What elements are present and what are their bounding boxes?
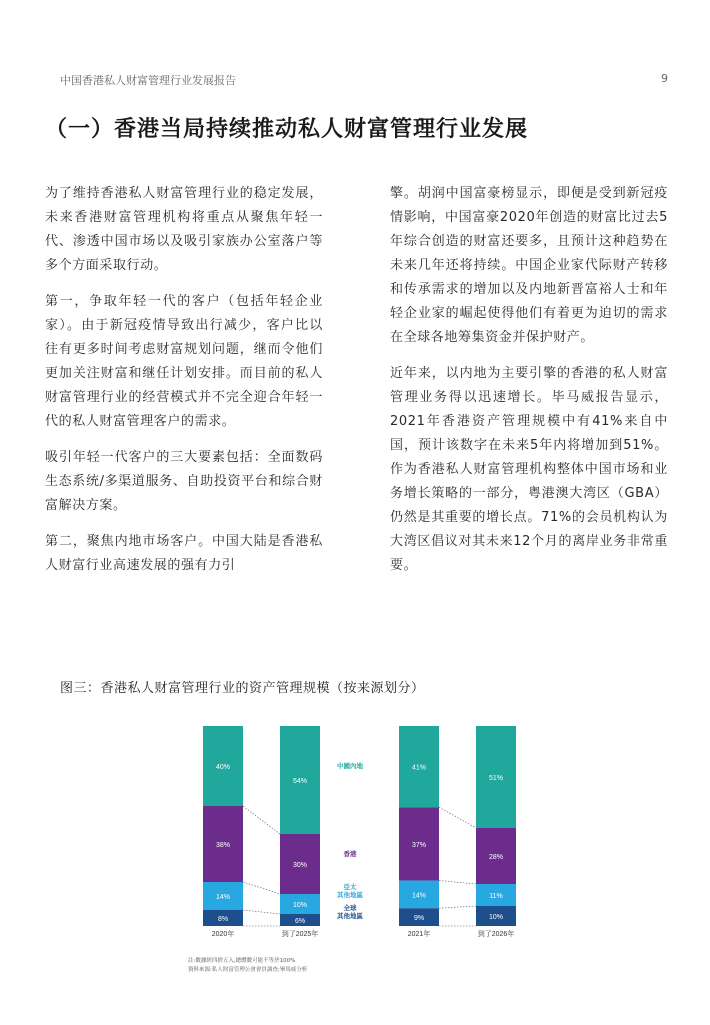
legend-label-apac: 亞太	[343, 884, 357, 891]
legend-label-global: 全球	[343, 905, 357, 912]
dashed-connector	[243, 910, 280, 914]
dashed-connector	[439, 880, 476, 884]
data-label: 10%	[488, 914, 504, 921]
category-label: 到了2025年	[281, 931, 319, 938]
paragraph: 擎。胡润中国富豪榜显示，即便是受到新冠疫情影响，中国富豪2020年创造的财富比过去5年综合创造的财富还要多，且预计这种趋势在未来几年还将持续。中国企业家代际财产转移和传承需求的增加以及内地新晋富裕人士和年轻企业家的崛起使得他们有着更为迫切的需求在全球各地筹集资金并保护财产。	[390, 186, 668, 345]
data-label: 41%	[411, 764, 427, 772]
data-label: 10%	[292, 902, 308, 909]
data-label: 6%	[294, 918, 306, 925]
data-label: 38%	[215, 842, 231, 849]
data-label: 28%	[488, 854, 504, 861]
paragraph: 第二，聚焦内地市场客户。中国大陆是香港私人财富行业高速发展的强有力引	[45, 534, 323, 573]
category-label: 2020年	[211, 931, 235, 938]
data-label: 40%	[215, 764, 231, 771]
legend-label-hongkong: 香港	[343, 851, 357, 858]
legend-label-mainland: 中國內地	[337, 763, 363, 770]
data-label: 51%	[488, 775, 504, 782]
figure-title: 图三：香港私人财富管理行业的资产管理规模（按来源划分）	[60, 681, 425, 696]
right-text-column	[390, 182, 668, 590]
legend-label-apac: 其他地區	[337, 892, 363, 899]
page-number: 9	[661, 72, 668, 85]
data-label: 9%	[413, 915, 425, 923]
data-label: 14%	[215, 894, 231, 901]
data-label: 8%	[217, 916, 229, 923]
data-label: 37%	[411, 841, 427, 849]
paragraph: 为了维持香港私人财富管理行业的稳定发展，未来香港财富管理机构将重点从聚焦年轻一代、渗透中国市场以及吸引家族办公室落户等多个方面采取行动。	[45, 186, 323, 273]
paragraph: 吸引年轻一代客户的三大要素包括：全面数码生态系统/多渠道服务、自助投资平台和综合财富解决方案。	[45, 450, 323, 513]
category-label: 到了2026年	[477, 931, 515, 938]
aum-by-source-chart	[0, 700, 710, 950]
paragraph: 近年来，以内地为主要引擎的香港的私人财富管理业务得以迅速增长。毕马威报告显示，2021年香港资产管理规模中有41%来自中国，预计该数字在未来5年内将增加到51%。作为香港私人财富管理机构整体中国市场和业务增长策略的一部分，粤港澳大湾区（GBA）仍然是其重要的增长点。71%的会员机构认为大湾区倡议对其未来12个月的离岸业务非常重要。	[390, 366, 668, 573]
legend-label-global: 其他地區	[337, 913, 363, 920]
report-header-title: 中国香港私人财富管理行业发展报告	[60, 74, 236, 87]
dashed-connector	[439, 807, 476, 828]
dashed-connector	[439, 906, 476, 908]
footnote-rounding: 註:數據經四捨五入,總體數可能不等於100%	[188, 958, 296, 964]
data-label: 14%	[411, 892, 427, 900]
category-label: 2021年	[407, 931, 431, 938]
data-label: 54%	[292, 778, 308, 785]
paragraph: 第一，争取年轻一代的客户（包括年轻企业家）。由于新冠疫情导致出行减少，客户比以往有更多时间考虑财富规划问题，继而令他们更加关注财富和继任计划安排。而目前的私人财富管理行业的经营模式并不完全迎合年轻一代的私人财富管理客户的需求。	[45, 294, 323, 429]
dashed-connector	[243, 882, 280, 894]
data-label: 30%	[292, 862, 308, 869]
left-text-column	[45, 182, 323, 590]
data-label: 11%	[489, 893, 503, 900]
footnote-source: 資料來源:私人財富管理公會會員調查;畢馬威分析	[188, 967, 308, 973]
dashed-connector	[243, 806, 280, 834]
section-title: （一）香港当局持续推动私人财富管理行业发展	[45, 117, 529, 142]
